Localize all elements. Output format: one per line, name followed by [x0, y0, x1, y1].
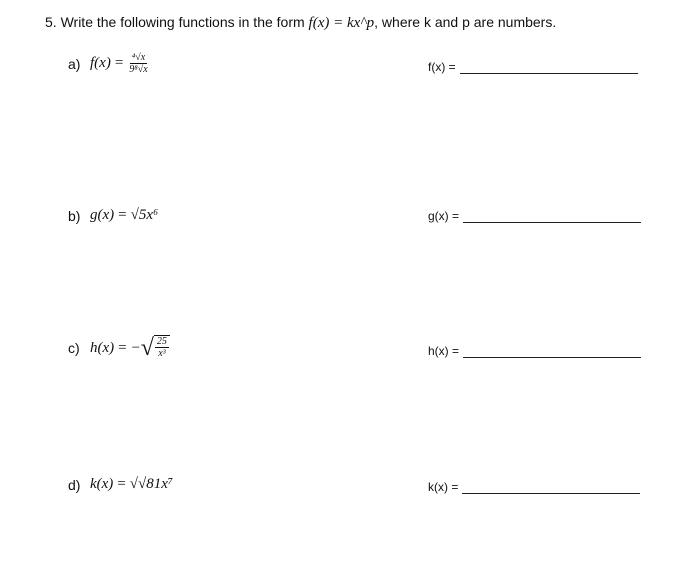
equals-sign: =: [118, 207, 127, 223]
answer-d-label: k(x) =: [428, 480, 459, 494]
question-text-after: , where k and p are numbers.: [374, 14, 557, 30]
answer-b-label: g(x) =: [428, 209, 460, 223]
part-c-expression: [90, 335, 170, 361]
part-a: [68, 52, 150, 75]
answer-d-blank[interactable]: [462, 482, 640, 494]
part-c-numerator: 25: [156, 336, 167, 347]
equals-sign: =: [117, 476, 126, 492]
part-a-letter: a): [68, 55, 81, 72]
part-c-denominator: x³: [158, 348, 166, 359]
part-a-denominator: 9⁸√x: [129, 64, 148, 75]
part-b: [68, 207, 158, 224]
radical-icon: √: [140, 335, 154, 361]
question-form-expression: f(x) = kx^p: [308, 15, 375, 31]
part-a-numerator: ⁴√x: [131, 52, 146, 63]
part-d: [68, 476, 173, 493]
part-d-lhs: k(x): [90, 476, 114, 492]
equals-sign: =: [118, 339, 127, 356]
part-b-rhs: √5x⁶: [130, 207, 159, 223]
part-c-letter: c): [68, 340, 80, 356]
answer-b-blank[interactable]: [463, 211, 641, 223]
answer-d: [428, 480, 640, 494]
question-prompt: [45, 14, 556, 32]
answer-a: [428, 60, 638, 74]
part-c-sign: −: [130, 339, 141, 356]
answer-c-label: h(x) =: [428, 344, 460, 358]
part-b-expression: [90, 207, 158, 224]
answer-b: [428, 209, 641, 223]
part-c-radical: [141, 335, 170, 361]
question-text-before: Write the following functions in the form: [60, 14, 305, 30]
equals-sign: =: [114, 55, 124, 71]
answer-a-label: f(x) =: [428, 60, 456, 74]
part-d-expression: [90, 476, 173, 493]
part-c-lhs: h(x): [90, 339, 115, 356]
part-d-letter: d): [68, 476, 81, 493]
answer-a-blank[interactable]: [460, 62, 638, 74]
part-d-rhs: √√81x⁷: [129, 476, 174, 492]
part-a-expression: [90, 52, 150, 75]
answer-c: [428, 344, 641, 358]
part-b-letter: b): [68, 207, 81, 224]
question-number: 5.: [45, 14, 57, 30]
part-c-fraction: [155, 336, 169, 359]
part-a-fraction: [127, 52, 149, 75]
answer-c-blank[interactable]: [463, 346, 641, 358]
part-c: [68, 335, 170, 361]
part-a-lhs: f(x): [90, 55, 111, 71]
part-b-lhs: g(x): [90, 207, 115, 223]
